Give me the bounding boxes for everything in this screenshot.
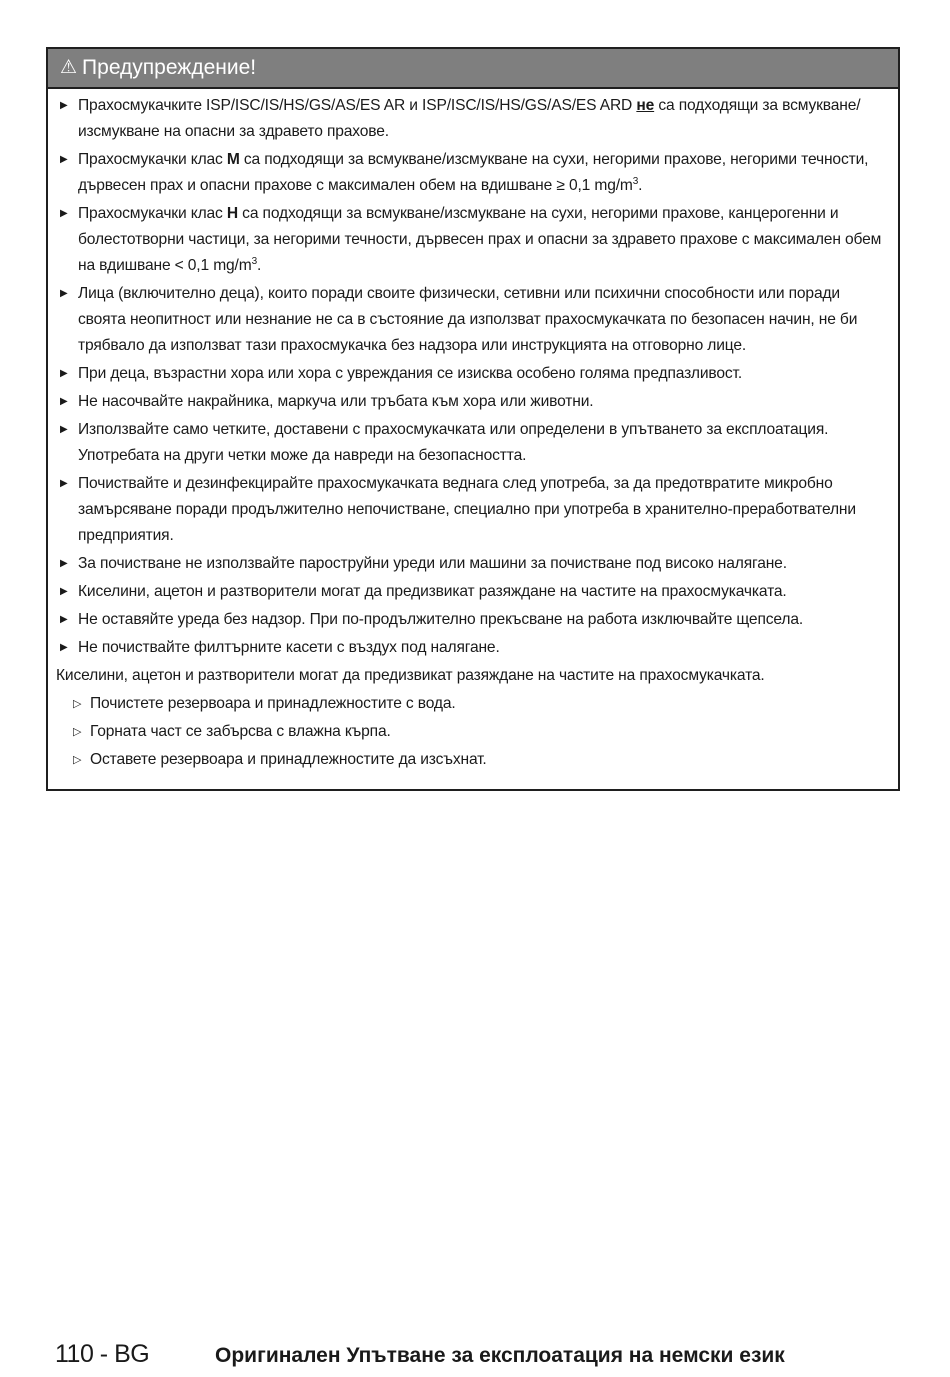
bullet-text-continued: са подходящи за всмукване/ изсмукване на опасни за здравето прахове.: [78, 97, 861, 140]
warning-plain-text: Киселини, ацетон и разтворители могат да предизвикат разяждане на частите на прахосмукачката.: [56, 667, 765, 684]
warning-bullet-item: [56, 551, 888, 577]
warning-bullet-item: [56, 417, 888, 469]
warning-bullet-item: [56, 201, 888, 279]
warning-bullet-item: [56, 147, 888, 199]
bullet-arrow-icon: ▶: [60, 642, 68, 653]
warning-step-item: [56, 691, 888, 717]
unit-superscript: 3: [251, 255, 257, 267]
bullet-text-continued: са подходящи за всмукване/изсмукване на сухи, негорими прахове, негорими течности, дървесен прах и опасни прахове с максимален обем на вдишване ≥ 0,1 mg/m: [78, 151, 869, 194]
footer-title: Оригинален Упътване за експлоатация на немски език: [215, 1344, 785, 1367]
warning-bullet-item: [56, 607, 888, 633]
bullet-arrow-icon: ▶: [60, 586, 68, 597]
page-number: 110 - BG: [55, 1340, 150, 1368]
warning-step-item: [56, 747, 888, 773]
bullet-text: За почистване не използвайте пароструйни уреди или машини за почистване под високо налягане.: [78, 555, 787, 572]
warning-triangle-icon: ⚠: [60, 57, 78, 78]
bullet-arrow-icon: ▶: [60, 424, 68, 435]
bullet-text-end: .: [257, 257, 262, 274]
step-text: Оставете резервоара и принадлежностите да изсъхнат.: [90, 751, 487, 768]
bullet-arrow-icon: ▶: [60, 368, 68, 379]
bullet-arrow-icon: ▶: [60, 396, 68, 407]
bullet-emphasis: M: [226, 151, 240, 168]
bullet-text: Прахосмукачки клас: [78, 151, 227, 168]
warning-step-list: [56, 691, 888, 773]
warning-bullet-item: [56, 389, 888, 415]
bullet-arrow-icon: ▶: [60, 100, 68, 111]
bullet-text: Не почиствайте филтърните касети с въздух под налягане.: [78, 639, 500, 656]
bullet-arrow-icon: ▶: [60, 614, 68, 625]
bullet-arrow-icon: ▶: [60, 558, 68, 569]
bullet-text: Киселини, ацетон и разтворители могат да предизвикат разяждане на частите на прахосмукачката.: [78, 583, 787, 600]
step-text: Горната част се забърсва с влажна кърпа.: [90, 723, 391, 740]
bullet-text: Използвайте само четките, доставени с прахосмукачката или определени в упътването за експлоатация. Употребата на други четки може да навреди на безопасността.: [78, 421, 829, 464]
warning-step-item: [56, 719, 888, 745]
bullet-arrow-icon: ▶: [60, 208, 68, 219]
warning-bullet-item: [56, 281, 888, 359]
bullet-arrow-icon: ▶: [60, 288, 68, 299]
page-footer: [55, 1340, 915, 1370]
bullet-text: Не оставяйте уреда без надзор. При по-продължително прекъсване на работа изключвайте щепсела.: [78, 611, 804, 628]
warning-body: [48, 89, 898, 773]
step-text: Почистете резервоара и принадлежностите с вода.: [90, 695, 456, 712]
bullet-text: При деца, възрастни хора или хора с увреждания се изисква особено голяма предпазливост.: [78, 365, 742, 382]
bullet-text: Прахосмукачките ISP/ISC/IS/HS/GS/AS/ES AR и ISP/ISC/IS/HS/GS/AS/ES ARD: [78, 97, 637, 114]
bullet-arrow-icon: ▶: [60, 478, 68, 489]
bullet-text: Прахосмукачки клас: [78, 205, 227, 222]
warning-box: [46, 47, 900, 791]
warning-bullet-item: [56, 361, 888, 387]
step-triangle-icon: ▷: [73, 726, 82, 738]
warning-bullet-list: [56, 93, 888, 661]
bullet-arrow-icon: ▶: [60, 154, 68, 165]
bullet-text: Не насочвайте накрайника, маркуча или тръбата към хора или животни.: [78, 393, 594, 410]
bullet-emphasis: не: [636, 97, 655, 114]
warning-bullet-item: [56, 471, 888, 549]
warning-bullet-item: [56, 579, 888, 605]
unit-superscript: 3: [632, 175, 639, 187]
bullet-text-end: .: [638, 177, 643, 194]
warning-bullet-item: [56, 635, 888, 661]
warning-header: [48, 49, 898, 89]
warning-bullet-item: [56, 93, 888, 145]
bullet-text-continued: са подходящи за всмукване/изсмукване на сухи, негорими прахове, канцерогенни и болестотворни частици, за негорими течности, дървесен прах и опасни за здравето прахове с максимален обем на вдишване < 0,1 mg/m: [78, 205, 882, 274]
step-triangle-icon: ▷: [73, 754, 82, 766]
warning-title: Предупреждение!: [82, 56, 257, 79]
bullet-text: Почиствайте и дезинфекцирайте прахосмукачката веднага след употреба, за да предотвратите микробно замърсяване поради продължително непочистване, специално при употреба в хранително-преработвателни предприятия.: [78, 475, 856, 544]
bullet-emphasis: H: [226, 205, 238, 222]
bullet-text: Лица (включително деца), които поради своите физически, сетивни или психични способности или поради своята неопитност или незнание не са в състояние да използват прахосмукачката по безопасен начин, не би трябвало да използват тази прахосмукачка без надзора или инструкцията на отговорно лице.: [78, 285, 858, 354]
step-triangle-icon: ▷: [73, 698, 82, 710]
